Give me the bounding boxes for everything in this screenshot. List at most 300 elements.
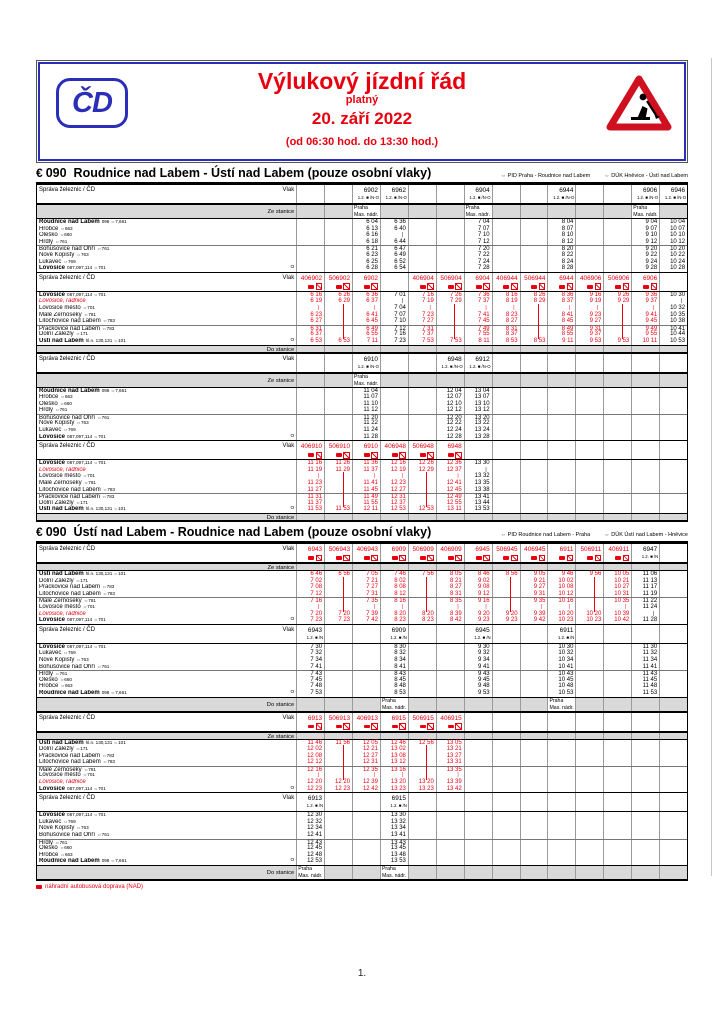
time-value: 11 22 bbox=[642, 598, 658, 605]
station-row bbox=[37, 845, 687, 852]
time-cell bbox=[436, 219, 464, 226]
time-cell bbox=[547, 584, 575, 591]
time-cell bbox=[659, 664, 687, 671]
train-number: 6948 bbox=[447, 355, 462, 363]
time-cell bbox=[547, 677, 575, 684]
time-cell bbox=[408, 683, 436, 690]
time-value: 11 24 bbox=[363, 427, 378, 434]
station-name: Oleško bbox=[39, 676, 58, 683]
time-cell bbox=[296, 683, 324, 690]
time-cell bbox=[492, 265, 520, 272]
station-lines: ⇔701 bbox=[82, 473, 95, 479]
skip-marker: | bbox=[569, 304, 571, 311]
time-cell bbox=[464, 644, 492, 651]
station-lines: ⇔660 bbox=[59, 232, 72, 238]
time-cell bbox=[408, 753, 436, 760]
train-cell bbox=[296, 793, 324, 811]
time-cell bbox=[408, 819, 436, 826]
station-row bbox=[37, 832, 687, 839]
station-name: Hrobce bbox=[39, 851, 59, 858]
time-cell bbox=[603, 460, 631, 467]
time-value: 8 27 bbox=[450, 584, 462, 591]
time-cell bbox=[352, 786, 380, 793]
station-name: Litochovice nad Labem bbox=[39, 590, 101, 597]
time-cell bbox=[603, 232, 631, 239]
time-cell bbox=[659, 650, 687, 657]
time-value: 7 30 bbox=[310, 643, 323, 650]
station-label bbox=[37, 786, 296, 793]
origin-cell bbox=[352, 564, 380, 570]
origin-cell bbox=[464, 374, 492, 387]
time-value: 9 41 bbox=[477, 663, 490, 670]
time-value: 6 23 bbox=[310, 311, 323, 318]
time-cell bbox=[352, 252, 380, 259]
time-value: 7 21 bbox=[366, 577, 378, 584]
origin-cell bbox=[352, 866, 380, 879]
time-cell bbox=[464, 740, 492, 747]
station-lines: 087,097,114 ⇔701 bbox=[67, 785, 106, 791]
no-bike-icon bbox=[595, 283, 602, 290]
time-cell bbox=[603, 578, 631, 585]
time-value: 10 12 bbox=[670, 238, 686, 245]
direction-row bbox=[37, 865, 687, 880]
time-cell bbox=[436, 584, 464, 591]
time-cell bbox=[324, 226, 352, 233]
time-value: 11 22 bbox=[363, 420, 378, 427]
operator-label bbox=[37, 354, 296, 372]
station-name: Lukavec bbox=[39, 427, 62, 434]
time-cell bbox=[631, 407, 659, 414]
skip-marker: | bbox=[373, 603, 375, 610]
operator-row bbox=[37, 712, 687, 732]
time-cell bbox=[603, 786, 631, 793]
time-value: 7 07 bbox=[477, 225, 490, 232]
time-value: 6 37 bbox=[366, 298, 378, 305]
time-cell bbox=[296, 772, 324, 779]
time-cell bbox=[603, 819, 631, 826]
time-value: 12 31 bbox=[362, 759, 378, 766]
origin-cell bbox=[659, 698, 687, 711]
time-cell bbox=[492, 650, 520, 657]
train-class-badge: 1.2. ■ /N bbox=[641, 554, 659, 559]
station-row bbox=[37, 759, 687, 766]
station-label bbox=[37, 617, 296, 624]
time-cell bbox=[603, 434, 631, 441]
time-cell bbox=[659, 571, 687, 578]
time-cell bbox=[631, 617, 659, 624]
time-value: 10 32 bbox=[670, 304, 686, 311]
time-value: 12 36 bbox=[446, 460, 462, 467]
time-cell bbox=[492, 401, 520, 408]
origin-cell bbox=[352, 205, 380, 218]
time-value: 12 37 bbox=[390, 499, 406, 506]
operator-label bbox=[37, 185, 296, 203]
time-cell bbox=[324, 825, 352, 832]
time-value: 13 24 bbox=[474, 427, 490, 434]
time-value: 6 16 bbox=[366, 232, 378, 239]
time-cell bbox=[296, 460, 324, 467]
bus-icon bbox=[531, 556, 537, 560]
origin-cell bbox=[659, 514, 687, 520]
time-cell bbox=[659, 259, 687, 266]
nad-icons bbox=[437, 284, 464, 290]
time-value: 7 04 bbox=[394, 304, 406, 311]
time-value: 11 45 bbox=[363, 486, 378, 493]
origin-cell bbox=[520, 205, 548, 218]
time-cell bbox=[547, 578, 575, 585]
time-cell bbox=[631, 690, 659, 697]
time-cell bbox=[464, 219, 492, 226]
time-cell bbox=[575, 219, 603, 226]
stop-marker: O bbox=[290, 689, 295, 695]
bus-icon bbox=[364, 285, 370, 289]
time-cell bbox=[464, 434, 492, 441]
origin-cell bbox=[603, 346, 631, 352]
time-cell bbox=[492, 219, 520, 226]
time-cell bbox=[603, 312, 631, 319]
time-cell bbox=[352, 617, 380, 624]
direction-label: Do stanice bbox=[266, 870, 295, 876]
time-cell bbox=[464, 292, 492, 299]
no-bike-icon bbox=[567, 555, 574, 562]
skip-marker: | bbox=[485, 466, 487, 473]
time-cell bbox=[492, 664, 520, 671]
train-class-badge: 1.2. ■ /N-O bbox=[636, 195, 659, 200]
time-value: 7 41 bbox=[310, 663, 323, 670]
time-cell bbox=[380, 852, 408, 859]
station-lines: ⇔761 bbox=[97, 414, 110, 420]
origin-station: Mas. nádr. bbox=[549, 704, 574, 711]
table-titlebar bbox=[36, 525, 688, 543]
nad-icons bbox=[353, 555, 380, 561]
time-cell bbox=[464, 852, 492, 859]
time-cell bbox=[631, 611, 659, 618]
skip-marker: | bbox=[457, 772, 459, 779]
time-cell bbox=[575, 338, 603, 345]
origin-cell bbox=[436, 564, 464, 570]
train-number: 406911 bbox=[608, 546, 630, 553]
time-value: 13 43 bbox=[390, 839, 406, 846]
time-cell bbox=[408, 825, 436, 832]
time-value: 7 35 bbox=[366, 598, 378, 605]
direction-label: Ze stanice bbox=[267, 565, 295, 570]
time-cell bbox=[575, 677, 603, 684]
no-bike-icon bbox=[455, 452, 462, 459]
station-lines: 087,097,114 ⇔701 bbox=[67, 617, 106, 623]
train-cell bbox=[380, 793, 408, 811]
time-cell bbox=[436, 683, 464, 690]
station-label bbox=[37, 506, 296, 513]
time-cell bbox=[575, 571, 603, 578]
time-value: 11 48 bbox=[642, 683, 658, 690]
no-bike-icon bbox=[539, 555, 546, 562]
station-name: Lovosice bbox=[39, 265, 66, 272]
time-cell bbox=[492, 759, 520, 766]
nad-icons bbox=[353, 284, 380, 290]
time-cell bbox=[408, 226, 436, 233]
time-cell bbox=[408, 617, 436, 624]
station-lines: ⇔781 bbox=[83, 766, 96, 772]
time-cell bbox=[324, 487, 352, 494]
direction-label: Do stanice bbox=[266, 701, 295, 708]
direction-row bbox=[37, 697, 687, 712]
time-value: 11 49 bbox=[363, 494, 378, 501]
time-value: 9 46 bbox=[561, 571, 574, 577]
skip-marker: | bbox=[317, 772, 320, 779]
time-cell bbox=[324, 252, 352, 259]
time-value: 6 36 bbox=[394, 219, 406, 225]
time-value: 8 04 bbox=[561, 219, 574, 225]
station-label bbox=[37, 420, 296, 427]
time-cell bbox=[520, 265, 548, 272]
vlak-label: Vlak bbox=[282, 714, 295, 721]
time-cell bbox=[296, 467, 324, 474]
station-lines: ⇔171 bbox=[75, 331, 88, 337]
time-value: 12 23 bbox=[307, 785, 323, 792]
origin-cell bbox=[659, 205, 687, 218]
bus-icon bbox=[308, 556, 314, 560]
time-value: 12 31 bbox=[390, 494, 406, 501]
origin-station: Mas. nádr. bbox=[381, 704, 407, 711]
station-lines: hl.n. 130,131 ⇔101 bbox=[85, 337, 126, 343]
train-cell bbox=[324, 354, 352, 372]
nad-icons bbox=[409, 555, 436, 561]
origin-cell bbox=[324, 346, 352, 352]
origin-cell bbox=[296, 346, 324, 352]
train-cell bbox=[492, 625, 520, 643]
time-cell bbox=[436, 252, 464, 259]
time-cell bbox=[352, 753, 380, 760]
time-value: 10 04 bbox=[670, 219, 686, 225]
no-bike-icon bbox=[371, 283, 378, 290]
time-cell bbox=[603, 753, 631, 760]
origin-cell bbox=[436, 514, 464, 520]
time-cell bbox=[659, 604, 687, 611]
time-value: 8 16 bbox=[394, 598, 406, 605]
train-number: 406909 bbox=[440, 546, 462, 553]
time-cell bbox=[380, 650, 408, 657]
time-value: 13 41 bbox=[390, 832, 406, 839]
origin-cell bbox=[352, 698, 380, 711]
time-cell bbox=[380, 259, 408, 266]
time-value: 10 53 bbox=[670, 337, 686, 344]
time-value: 9 53 bbox=[617, 337, 630, 344]
station-name: Litochovice nad Labem bbox=[39, 318, 101, 325]
time-cell bbox=[547, 473, 575, 480]
time-value: 7 11 bbox=[366, 337, 378, 344]
station-lines: ⇔761 bbox=[55, 839, 68, 845]
time-value: 12 20 bbox=[307, 779, 323, 786]
time-cell bbox=[296, 298, 324, 305]
time-value: 10 45 bbox=[558, 676, 574, 683]
bus-icon bbox=[587, 556, 593, 560]
time-cell bbox=[380, 578, 408, 585]
station-row bbox=[37, 305, 687, 312]
station-row bbox=[37, 467, 687, 474]
time-cell bbox=[380, 746, 408, 753]
time-cell bbox=[631, 259, 659, 266]
time-cell bbox=[380, 331, 408, 338]
station-name: Hrdly bbox=[39, 238, 54, 245]
station-lines: ⇔783 bbox=[102, 318, 115, 324]
time-value: 13 48 bbox=[390, 851, 406, 858]
time-value: 12 24 bbox=[446, 427, 462, 434]
time-value: 12 02 bbox=[307, 746, 323, 753]
train-class-badge: 1.2. ■ /N-O bbox=[385, 195, 407, 200]
table-titlebar bbox=[36, 166, 688, 184]
time-cell bbox=[575, 259, 603, 266]
time-cell bbox=[352, 677, 380, 684]
train-number: 406945 bbox=[524, 546, 546, 553]
time-cell bbox=[520, 617, 548, 624]
direction-label: Ze stanice bbox=[267, 377, 295, 384]
time-cell bbox=[492, 677, 520, 684]
time-cell bbox=[352, 779, 380, 786]
skip-marker: | bbox=[652, 304, 655, 311]
bus-icon bbox=[559, 556, 565, 560]
time-cell bbox=[603, 239, 631, 246]
origin-cell bbox=[520, 564, 548, 570]
time-cell bbox=[547, 759, 575, 766]
time-value: 12 21 bbox=[362, 746, 378, 753]
station-row bbox=[37, 779, 687, 786]
nad-icons bbox=[325, 452, 352, 458]
station-name: Bohušovice nad Ohří bbox=[39, 414, 96, 421]
time-cell bbox=[547, 617, 575, 624]
train-cell bbox=[324, 441, 352, 459]
operator-name: Správa železnic / ČD bbox=[39, 187, 96, 193]
time-cell bbox=[575, 611, 603, 618]
time-cell bbox=[352, 401, 380, 408]
time-cell bbox=[520, 772, 548, 779]
time-value: 11 46 bbox=[307, 739, 323, 746]
time-value: 9 49 bbox=[645, 325, 658, 332]
time-value: 12 12 bbox=[307, 759, 323, 766]
bus-icon bbox=[308, 285, 314, 289]
station-label bbox=[37, 578, 296, 585]
train-cell bbox=[436, 441, 464, 459]
time-cell bbox=[436, 852, 464, 859]
direction-label: Do stanice bbox=[266, 346, 295, 352]
time-cell bbox=[603, 683, 631, 690]
time-cell bbox=[659, 591, 687, 598]
station-label bbox=[37, 312, 296, 319]
time-cell bbox=[408, 239, 436, 246]
time-cell bbox=[380, 617, 408, 624]
time-cell bbox=[296, 420, 324, 427]
time-cell bbox=[575, 420, 603, 427]
time-value: 10 32 bbox=[558, 650, 574, 657]
train-number: 6945 bbox=[475, 626, 490, 634]
train-cell bbox=[436, 793, 464, 811]
time-value: 6 37 bbox=[310, 331, 323, 338]
time-cell bbox=[520, 819, 548, 826]
time-cell bbox=[464, 825, 492, 832]
time-cell bbox=[520, 420, 548, 427]
train-cell bbox=[380, 625, 408, 643]
time-value: 13 34 bbox=[390, 825, 406, 832]
time-cell bbox=[464, 480, 492, 487]
time-cell bbox=[520, 664, 548, 671]
time-cell bbox=[352, 683, 380, 690]
time-cell bbox=[492, 460, 520, 467]
origin-cell bbox=[547, 698, 575, 711]
station-row bbox=[37, 239, 687, 246]
time-value: 13 30 bbox=[390, 812, 406, 819]
nad-note-text: náhradní autobusová doprava (NAD) bbox=[45, 884, 144, 890]
time-cell bbox=[631, 779, 659, 786]
origin-cell bbox=[324, 564, 352, 570]
train-cell bbox=[659, 544, 687, 562]
time-cell bbox=[631, 740, 659, 747]
time-value: 9 30 bbox=[477, 643, 490, 650]
time-cell bbox=[492, 473, 520, 480]
nad-icons bbox=[325, 284, 352, 290]
time-value: 13 10 bbox=[474, 400, 490, 407]
time-value: 12 20 bbox=[446, 414, 462, 421]
train-cell bbox=[380, 441, 408, 459]
time-cell bbox=[296, 584, 324, 591]
time-value: 11 07 bbox=[363, 394, 378, 401]
origin-cell bbox=[575, 564, 603, 570]
station-name: Lovosice bbox=[39, 617, 66, 624]
time-cell bbox=[464, 677, 492, 684]
time-value: 13 27 bbox=[446, 752, 462, 759]
station-lines: ⇔783 bbox=[102, 325, 115, 331]
time-cell bbox=[492, 394, 520, 401]
time-value: 9 05 bbox=[533, 571, 546, 577]
time-cell bbox=[547, 318, 575, 325]
time-value: 8 30 bbox=[394, 643, 406, 650]
time-cell bbox=[296, 427, 324, 434]
time-value: 8 49 bbox=[561, 325, 574, 332]
origin-cell bbox=[436, 346, 464, 352]
header-box bbox=[36, 60, 688, 163]
time-cell bbox=[520, 683, 548, 690]
train-cell bbox=[603, 793, 631, 811]
time-value: 12 30 bbox=[307, 812, 323, 819]
time-value: 11 23 bbox=[307, 480, 323, 487]
time-value: 12 11 bbox=[363, 506, 378, 513]
time-cell bbox=[408, 427, 436, 434]
time-cell bbox=[631, 657, 659, 664]
train-cell bbox=[324, 273, 352, 291]
time-cell bbox=[436, 740, 464, 747]
time-cell bbox=[408, 394, 436, 401]
train-cell bbox=[464, 441, 492, 459]
station-row bbox=[37, 604, 687, 611]
no-bike-icon bbox=[427, 723, 434, 730]
time-cell bbox=[520, 473, 548, 480]
time-cell bbox=[296, 506, 324, 513]
time-cell bbox=[547, 420, 575, 427]
direction-row bbox=[37, 204, 687, 219]
time-cell bbox=[547, 427, 575, 434]
train-cell bbox=[352, 625, 380, 643]
train-cell bbox=[547, 185, 575, 203]
time-cell bbox=[296, 434, 324, 441]
time-value: 11 19 bbox=[642, 590, 658, 597]
time-cell bbox=[352, 740, 380, 747]
time-cell bbox=[436, 506, 464, 513]
bus-icon bbox=[448, 453, 454, 457]
time-value: 8 53 bbox=[394, 689, 406, 696]
time-cell bbox=[659, 779, 687, 786]
time-cell bbox=[324, 571, 352, 578]
time-cell bbox=[352, 305, 380, 312]
station-row bbox=[37, 852, 687, 859]
origin-cell bbox=[380, 346, 408, 352]
